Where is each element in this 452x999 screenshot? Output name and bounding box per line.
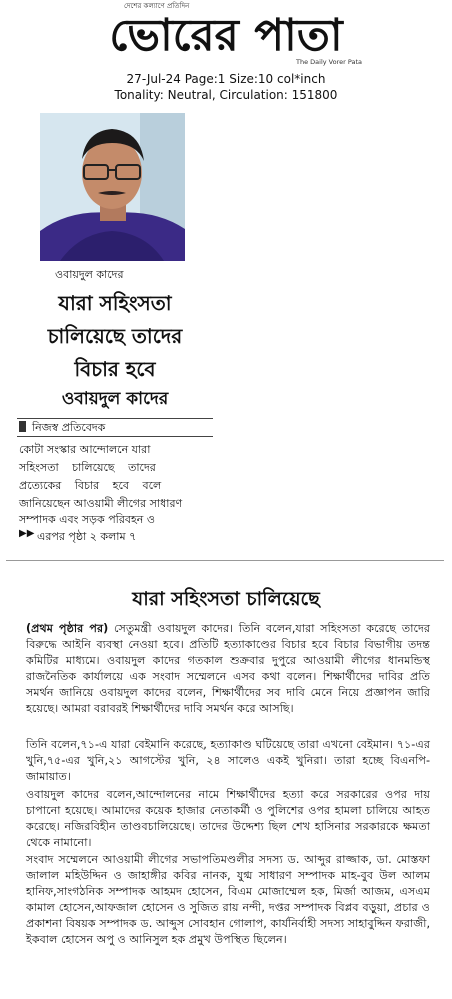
- clipping-meta-tonality: Tonality: Neutral, Circulation: 151800: [114, 88, 338, 102]
- intro-line: সহিংসতা চালিয়েছে তাদের: [19, 461, 156, 474]
- intro-line: সম্পাদক এবং সড়ক পরিবহন ও: [19, 513, 155, 526]
- headline-line-2: চালিয়েছে তাদের: [47, 324, 183, 348]
- masthead-subtitle: The Daily Vorer Pata: [296, 58, 362, 66]
- reporter-credit: নিজস্ব প্রতিবেদক: [32, 421, 106, 434]
- headline-line-1: যারা সহিংসতা: [58, 291, 172, 315]
- square-bullet-icon: [19, 421, 26, 432]
- portrait-photo: [40, 113, 185, 261]
- article-paragraph: [26, 621, 430, 717]
- clipping-meta-size: 27-Jul-24 Page:1 Size:10 col*inch: [126, 72, 326, 86]
- intro-line: প্রত্যেকের বিচার হবে বলে: [19, 479, 162, 492]
- continuation-note: এরপর পৃষ্ঠা ২ কলাম ৭: [37, 530, 137, 543]
- double-arrow-icon: ▶▶: [19, 528, 35, 539]
- article-paragraph: তিনি বলেন,৭১-এ যারা বেইমানি করেছে, হত্যাকাণ্ড ঘটিয়েছে তারা এখনো বেইমান। ৭১-এর খুনি,৭৫-এর খুনি,২১ আগস্টের খুনি, ২৪ সালেও একই খুনিরা। তারা হচ্ছে বিএনপি-জামায়াত।: [26, 738, 430, 783]
- paragraph-text: সেতুমন্ত্রী ওবায়দুল কাদের। তিনি বলেন,যারা সহিংসতা করেছে তাদের বিরুদ্ধে আইনি ব্যবস্থা নেওয়া হবে। প্রতিটি হত্যাকাণ্ডের বিচার হবে বিচার বিভাগীয় তদন্ত কমিটির মাধ্যমে। ওবায়দুল কাদের গতকাল শুক্রবার দুপুরে আওয়ামী লীগের ধানমন্ডিস্থ রাজনৈতিক কার্যালয়ে এক সংবাদ সম্মেলনে এসব কথা বলেন। শিক্ষার্থীদের দাবির প্রতি সমর্থন জানিয়ে ওবায়দুল কাদের বলেন, শিক্ষার্থীদের সব দাবি মেনে নিয়ে প্রজ্ঞাপন জারি হয়েছে। আমরা বরাবরই শিক্ষার্থীদের দাবি সমর্থন করে আসছি।: [26, 622, 430, 715]
- article-paragraph: ওবায়দুল কাদের বলেন,আন্দোলনের নামে শিক্ষার্থীদের হত্যা করে সরকারের ওপর দায় চাপানো হয়েছে। আমাদের কয়েক হাজার নেতাকর্মী ও পুলিশের ওপর হামলা চালিয়ে আহত করেছে। নজিরবিহীন তাণ্ডবচালিয়েছে। তাদের উদ্দেশ্য ছিল শেখ হাসিনার সরকারকে ক্ষমতা থেকে নামানো।: [26, 788, 430, 849]
- masthead-logo: [90, 6, 362, 58]
- section-divider: [6, 560, 444, 561]
- headline-line-3: বিচার হবে: [74, 357, 156, 381]
- continuation-lead: (প্রথম পৃষ্ঠার পর): [26, 622, 109, 635]
- article-paragraph: সংবাদ সম্মেলনে আওয়ামী লীগের সভাপতিমণ্ডলীর সদস্য ড. আব্দুর রাজ্জাক, ডা. মোস্তফা জালাল মহিউদ্দিন ও জাহাঙ্গীর কবির নানক, যুগ্ম সাধারণ সম্পাদক মাহ-বুব উল আলম হানিফ,সাংগঠনিক সম্পাদক আহমদ হোসেন, বিএম মোজাম্মেল হক, মির্জা আজম, এসএম কামাল হোসেন,আফজাল হোসেন ও সুজিত রায় নন্দী, দপ্তর সম্পাদক বিপ্লব বড়ুয়া, প্রচার ও প্রকাশনা বিষয়ক সম্পাদক ড. আব্দুস সোবহান গোলাপ, কার্যনির্বাহী সদস্য সাহাবুদ্দিন ফরাজী, ইকবাল হোসেন অপু ও আনিসুল হক প্রমুখ উপস্থিত ছিলেন।: [26, 853, 430, 946]
- headline-byline: ওবায়দুল কাদের: [61, 389, 169, 409]
- continued-headline: যারা সহিংসতা চালিয়েছে: [132, 588, 320, 610]
- photo-caption: ওবায়দুল কাদের: [55, 268, 124, 281]
- intro-line: জানিয়েছেন আওয়ামী লীগের সাধারণ: [19, 497, 183, 510]
- intro-line: কোটা সংস্কার আন্দোলনে যারা: [19, 443, 151, 456]
- masthead-tagline: দেশের কল্যাণে প্রতিদিন: [124, 2, 190, 10]
- masthead-name: ভোরের পাতা: [109, 10, 343, 58]
